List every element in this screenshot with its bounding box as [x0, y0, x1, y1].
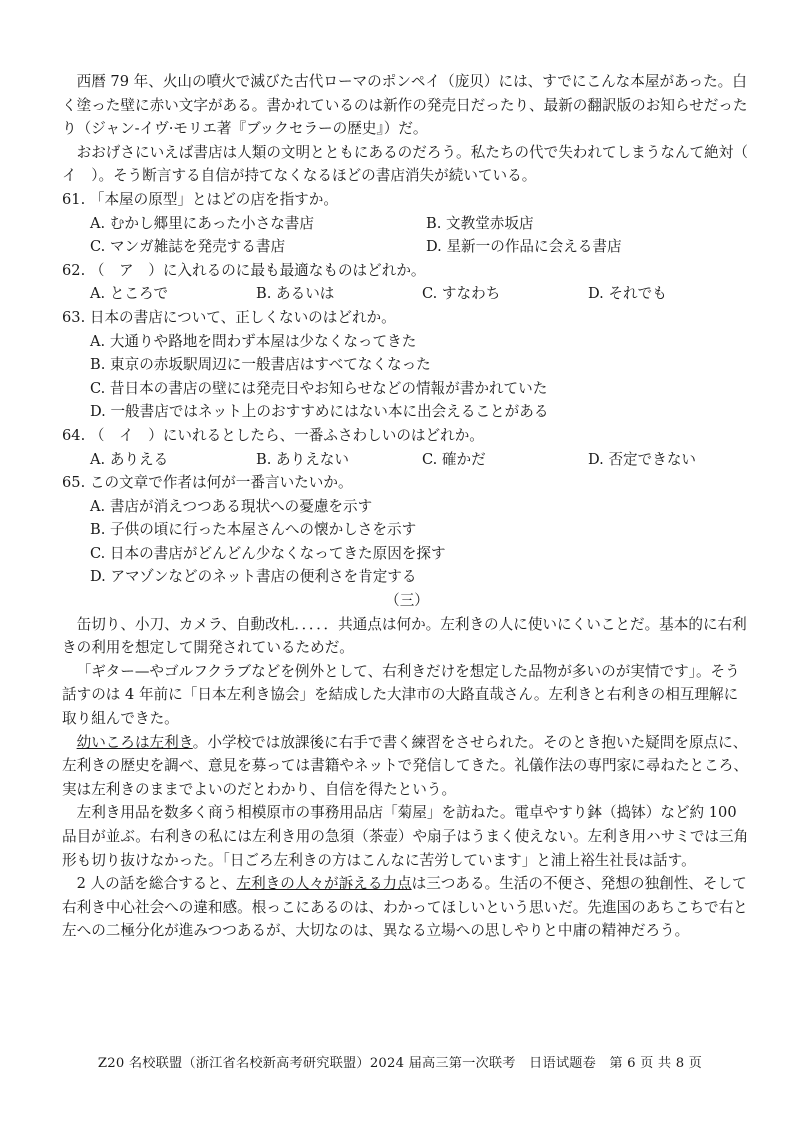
option-c: C. マンガ雑誌を発売する書店 — [90, 238, 286, 256]
option-a: A. 大通りや路地を問わず本屋は少なくなってきた — [90, 332, 417, 350]
question-63 — [62, 306, 752, 424]
question-stem: 61. 「本屋の原型」とはどの店を指すか。 — [62, 190, 338, 208]
question-stem: 62. （ ア ）に入れるのに最も最適なものはどれか。 — [62, 261, 426, 279]
passage-paragraph: 缶切り、小刀、カメラ、自動改札．．．．．共通点は何か。左利きの人に使いにくいことだ。基本的に右利きの利用を想定して開発されているためだ。 — [62, 615, 747, 657]
underlined-phrase: 左利きの人々が訴える力点 — [236, 875, 412, 893]
question-stem: 65. この文章で作者は何が一番言いたいか。 — [62, 474, 353, 492]
question-64 — [62, 424, 752, 471]
option-a: A. ところで — [90, 285, 169, 303]
passage-paragraph — [62, 731, 752, 802]
option-a: A. ありえる — [90, 450, 169, 468]
option-b: B. 文教堂赤坂店 — [426, 214, 534, 232]
option-d: D. 一般書店ではネット上のおすすめにはない本に出会えることがある — [90, 403, 549, 421]
passage-paragraph: おおげさにいえば書店は人類の文明とともにあるのだろう。私たちの代で失われてしまうなんて絶対（ イ ）。そう断言する自信が持てなくなるほどの書店消失が続いている。 — [62, 143, 763, 185]
question-61 — [62, 188, 752, 259]
question-62 — [62, 259, 752, 306]
option-b: B. ありえない — [256, 450, 349, 468]
option-d: D. それでも — [588, 285, 667, 303]
option-d: D. 星新一の作品に会える書店 — [426, 238, 622, 256]
passage-paragraph — [62, 872, 752, 943]
underlined-phrase: 幼いころは左利き — [76, 733, 193, 751]
option-d: D. アマゾンなどのネット書店の便利さを肯定する — [90, 568, 417, 586]
option-list — [62, 495, 752, 589]
option-c: C. 確かだ — [422, 450, 486, 468]
option-c: C. 昔日本の書店の壁には発売日やお知らせなどの情報が書かれていた — [90, 379, 548, 397]
paragraph-text: 。小学校では放課後に右手で書く練習をさせられた。そのとき抱いた疑問を原点に、左利きの歴史を調べ、意見を募っては書籍やネットで発信してきた。礼儀作法の専門家に尋ねたところ、実は左利きのままでよいのだとわかり、自信を得たという。 — [62, 733, 748, 798]
paragraph-text: 2 人の話を総合すると、 — [76, 875, 237, 893]
exam-page — [62, 70, 763, 943]
option-d: D. 否定できない — [588, 450, 697, 468]
passage-paragraph: 左利き用品を数多く商う相模原市の事務用品店「菊屋」を訪ねた。電卓やすり鉢（捣钵）など約 100 品目が並ぶ。右利きの私には左利き用の急須（茶壶）や扇子はうまく使えない。左利き用ハサミでは三角形も切り抜けなかった。「日ごろ左利きの方はこんなに苦労しています」と浦上裕生社長は話す。 — [62, 804, 749, 869]
option-b: B. 東京の赤坂駅周辺に一般書店はすべてなくなった — [90, 356, 431, 374]
paragraph-text: は三つある。生活の不便さ、発想の独創性、そして右利き中心社会への違和感。根っこにあるのは、わかってほしいという思いだ。先進国のあちこちで右と左への二極分化が進みつつあるが、大切なのは、異なる立場への思しやりと中庸の精神だろう。 — [62, 875, 748, 940]
option-a: A. むかし郷里にあった小さな書店 — [90, 214, 314, 232]
passage-paragraph: 西暦 79 年、火山の噴火で滅びた古代ローマのポンペイ（庞贝）には、すでにこんな本屋があった。白く塗った壁に赤い文字がある。書かれているのは新作の発売日だったり、最新の翻訳版のお知らせだったり（ジャン-イヴ·モリエ著『ブックセラーの歴史』）だ。 — [62, 73, 748, 138]
passage-paragraph: 「ギター—やゴルフクラブなどを例外として、右利きだけを想定した品物が多いのが実情です」。そう話すのは 4 年前に「日本左利き協会」を結成した大津市の大路直哉さん。左利きと右利きの相互理解に取り組んできた。 — [62, 662, 740, 728]
option-b: B. 子供の頃に行った本屋さんへの懐かしさを示す — [90, 521, 417, 539]
option-list — [62, 282, 752, 306]
section-heading: （三） — [385, 592, 429, 610]
page-footer: Z20 名校联盟（浙江省名校新高考研究联盟）2024 届高三第一次联考 日语试题卷 第 6 页 共 8 页 — [97, 1056, 703, 1071]
option-list — [62, 212, 752, 259]
option-list — [62, 448, 752, 472]
question-65 — [62, 471, 752, 589]
question-stem: 64. （ イ ）にいれるとしたら、一番ふさわしいのはどれか。 — [62, 426, 484, 444]
option-c: C. すなわち — [422, 285, 501, 303]
option-b: B. あるいは — [256, 285, 335, 303]
option-list — [62, 330, 752, 424]
question-stem: 63. 日本の書店について、正しくないのはどれか。 — [62, 308, 396, 326]
option-c: C. 日本の書店がどんどん少なくなってきた原因を探す — [90, 544, 446, 562]
option-a: A. 書店が消えつつある現状への憂慮を示す — [90, 497, 373, 515]
